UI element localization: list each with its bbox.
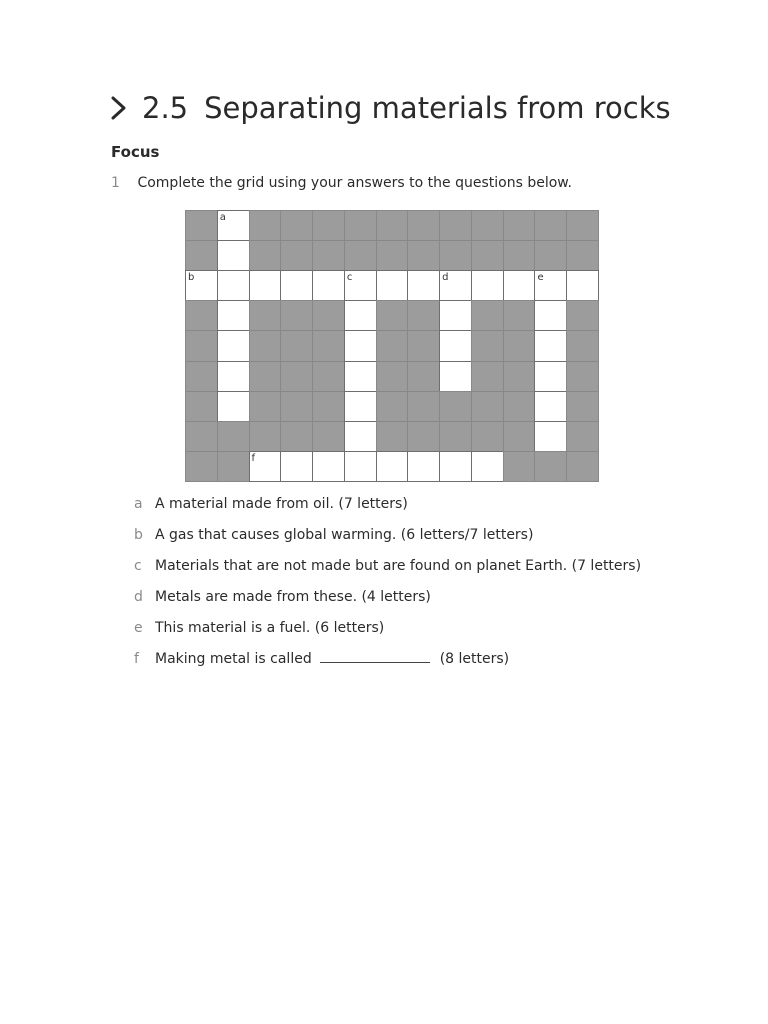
- crossword-answer-cell[interactable]: [344, 270, 377, 301]
- crossword-blocked-cell: [312, 361, 345, 392]
- crossword-blocked-cell: [503, 451, 536, 482]
- crossword-blocked-cell: [439, 391, 472, 422]
- crossword-blocked-cell: [566, 210, 599, 241]
- crossword-answer-cell[interactable]: [312, 270, 345, 301]
- crossword-answer-cell[interactable]: [344, 300, 377, 331]
- crossword-blocked-cell: [185, 361, 218, 392]
- crossword-answer-cell[interactable]: [217, 270, 250, 301]
- crossword-answer-cell[interactable]: [439, 330, 472, 361]
- crossword-blocked-cell: [503, 210, 536, 241]
- clue-number-label: d: [442, 272, 449, 284]
- crossword-blocked-cell: [280, 391, 313, 422]
- crossword-blocked-cell: [471, 300, 504, 331]
- crossword-blocked-cell: [249, 210, 282, 241]
- crossword-blocked-cell: [312, 210, 345, 241]
- crossword-blocked-cell: [471, 240, 504, 271]
- crossword-blocked-cell: [249, 391, 282, 422]
- crossword-blocked-cell: [280, 210, 313, 241]
- crossword-blocked-cell: [376, 330, 409, 361]
- crossword-blocked-cell: [566, 421, 599, 452]
- section-title: Separating materials from rocks: [204, 91, 671, 125]
- crossword-blocked-cell: [280, 330, 313, 361]
- crossword-blocked-cell: [407, 421, 440, 452]
- question-1: [111, 175, 572, 191]
- crossword-answer-cell[interactable]: [534, 270, 567, 301]
- crossword-blocked-cell: [503, 391, 536, 422]
- clue-number-label: a: [219, 212, 226, 223]
- crossword-blocked-cell: [344, 240, 377, 271]
- crossword-answer-cell[interactable]: [376, 270, 409, 301]
- crossword-blocked-cell: [249, 421, 282, 452]
- clue-text: Materials that are not made but are found on planet Earth. (7 letters): [155, 558, 642, 574]
- crossword-answer-cell[interactable]: [439, 451, 472, 482]
- crossword-blocked-cell: [471, 421, 504, 452]
- clue-letter: d: [134, 589, 143, 605]
- crossword-answer-cell[interactable]: [534, 330, 567, 361]
- crossword-answer-cell[interactable]: [534, 300, 567, 331]
- crossword-answer-cell[interactable]: [217, 210, 250, 241]
- crossword-blocked-cell: [566, 361, 599, 392]
- crossword-blocked-cell: [280, 300, 313, 331]
- crossword-blocked-cell: [439, 210, 472, 241]
- crossword-answer-cell[interactable]: [312, 451, 345, 482]
- crossword-answer-cell[interactable]: [185, 270, 218, 301]
- crossword-answer-cell[interactable]: [280, 451, 313, 482]
- crossword-blocked-cell: [566, 240, 599, 271]
- crossword-blocked-cell: [185, 240, 218, 271]
- section-heading: [108, 86, 671, 130]
- crossword-blocked-cell: [566, 300, 599, 331]
- clue-number-label: f: [251, 452, 256, 464]
- crossword-blocked-cell: [503, 330, 536, 361]
- crossword-answer-cell[interactable]: [471, 270, 504, 301]
- crossword-answer-cell[interactable]: [344, 451, 377, 482]
- crossword-blocked-cell: [312, 391, 345, 422]
- crossword-blocked-cell: [376, 391, 409, 422]
- crossword-answer-cell[interactable]: [217, 330, 250, 361]
- clue-number-label: b: [188, 272, 195, 284]
- crossword-answer-cell[interactable]: [534, 361, 567, 392]
- crossword-answer-cell[interactable]: [376, 451, 409, 482]
- crossword-blocked-cell: [185, 391, 218, 422]
- crossword-blocked-cell: [217, 451, 250, 482]
- crossword-blocked-cell: [471, 391, 504, 422]
- clue-item-c: [134, 558, 641, 574]
- crossword-blocked-cell: [185, 300, 218, 331]
- focus-heading: Focus: [111, 143, 160, 161]
- crossword-answer-cell[interactable]: [439, 300, 472, 331]
- crossword-blocked-cell: [503, 361, 536, 392]
- crossword-blocked-cell: [249, 361, 282, 392]
- crossword-answer-cell[interactable]: [217, 361, 250, 392]
- crossword-answer-cell[interactable]: [439, 361, 472, 392]
- crossword-answer-cell[interactable]: [344, 361, 377, 392]
- crossword-blocked-cell: [280, 421, 313, 452]
- clue-text: This material is a fuel. (6 letters): [155, 620, 385, 636]
- crossword-answer-cell[interactable]: [280, 270, 313, 301]
- crossword-blocked-cell: [185, 451, 218, 482]
- crossword-blocked-cell: [407, 361, 440, 392]
- clue-number-label: c: [346, 272, 353, 284]
- crossword-blocked-cell: [503, 240, 536, 271]
- crossword-blocked-cell: [280, 361, 313, 392]
- crossword-answer-cell[interactable]: [344, 330, 377, 361]
- crossword-answer-cell[interactable]: [217, 300, 250, 331]
- crossword-grid: [185, 210, 598, 481]
- crossword-answer-cell[interactable]: [249, 451, 282, 482]
- clue-item-f: [134, 651, 509, 667]
- crossword-blocked-cell: [566, 451, 599, 482]
- clue-suffix: (8 letters): [439, 651, 510, 667]
- crossword-blocked-cell: [407, 210, 440, 241]
- clue-item-a: [134, 496, 408, 512]
- clue-text: A material made from oil. (7 letters): [155, 496, 408, 512]
- section-number: 2.5: [142, 91, 189, 125]
- clue-letter: b: [134, 527, 143, 543]
- crossword-blocked-cell: [503, 421, 536, 452]
- crossword-blocked-cell: [503, 300, 536, 331]
- clue-text: Metals are made from these. (4 letters): [155, 589, 431, 605]
- crossword-blocked-cell: [249, 240, 282, 271]
- crossword-blocked-cell: [407, 300, 440, 331]
- crossword-answer-cell[interactable]: [407, 451, 440, 482]
- crossword-blocked-cell: [471, 210, 504, 241]
- crossword-blocked-cell: [376, 210, 409, 241]
- crossword-blocked-cell: [185, 330, 218, 361]
- crossword-answer-cell[interactable]: [344, 391, 377, 422]
- crossword-blocked-cell: [376, 361, 409, 392]
- crossword-answer-cell[interactable]: [217, 240, 250, 271]
- crossword-blocked-cell: [312, 240, 345, 271]
- crossword-blocked-cell: [376, 421, 409, 452]
- crossword-blocked-cell: [185, 421, 218, 452]
- crossword-blocked-cell: [376, 240, 409, 271]
- crossword-answer-cell[interactable]: [534, 391, 567, 422]
- question-text: Complete the grid using your answers to the questions below.: [137, 175, 572, 191]
- crossword-blocked-cell: [312, 421, 345, 452]
- crossword-answer-cell[interactable]: [566, 270, 599, 301]
- crossword-answer-cell[interactable]: [217, 391, 250, 422]
- crossword-blocked-cell: [439, 421, 472, 452]
- crossword-blocked-cell: [407, 391, 440, 422]
- crossword-blocked-cell: [566, 391, 599, 422]
- crossword-blocked-cell: [534, 451, 567, 482]
- crossword-answer-cell[interactable]: [439, 270, 472, 301]
- clue-item-b: [134, 527, 533, 543]
- clue-item-e: [134, 620, 384, 636]
- crossword-blocked-cell: [249, 330, 282, 361]
- crossword-blocked-cell: [344, 210, 377, 241]
- crossword-blocked-cell: [376, 300, 409, 331]
- clue-item-d: [134, 589, 431, 605]
- clue-text: Making metal is called: [155, 651, 312, 667]
- crossword-blocked-cell: [407, 330, 440, 361]
- crossword-blocked-cell: [534, 210, 567, 241]
- crossword-answer-cell[interactable]: [503, 270, 536, 301]
- crossword-blocked-cell: [185, 210, 218, 241]
- clue-letter: c: [134, 558, 142, 574]
- crossword-blocked-cell: [534, 240, 567, 271]
- clue-letter: f: [134, 651, 139, 667]
- crossword-blocked-cell: [312, 330, 345, 361]
- chevron-right-icon: [108, 88, 130, 128]
- crossword-blocked-cell: [407, 240, 440, 271]
- crossword-answer-cell[interactable]: [407, 270, 440, 301]
- clue-letter: a: [134, 496, 143, 512]
- crossword-answer-cell[interactable]: [471, 451, 504, 482]
- clue-letter: e: [134, 620, 143, 636]
- crossword-blocked-cell: [471, 330, 504, 361]
- crossword-answer-cell[interactable]: [344, 421, 377, 452]
- crossword-answer-cell[interactable]: [249, 270, 282, 301]
- crossword-blocked-cell: [471, 361, 504, 392]
- crossword-blocked-cell: [312, 300, 345, 331]
- clue-number-label: e: [537, 272, 544, 284]
- crossword-blocked-cell: [217, 421, 250, 452]
- crossword-blocked-cell: [566, 330, 599, 361]
- crossword-blocked-cell: [280, 240, 313, 271]
- answer-blank-line[interactable]: [320, 651, 430, 663]
- question-number: 1: [111, 175, 120, 191]
- crossword-answer-cell[interactable]: [534, 421, 567, 452]
- clue-text: A gas that causes global warming. (6 letters/7 letters): [155, 527, 534, 543]
- crossword-blocked-cell: [439, 240, 472, 271]
- crossword-blocked-cell: [249, 300, 282, 331]
